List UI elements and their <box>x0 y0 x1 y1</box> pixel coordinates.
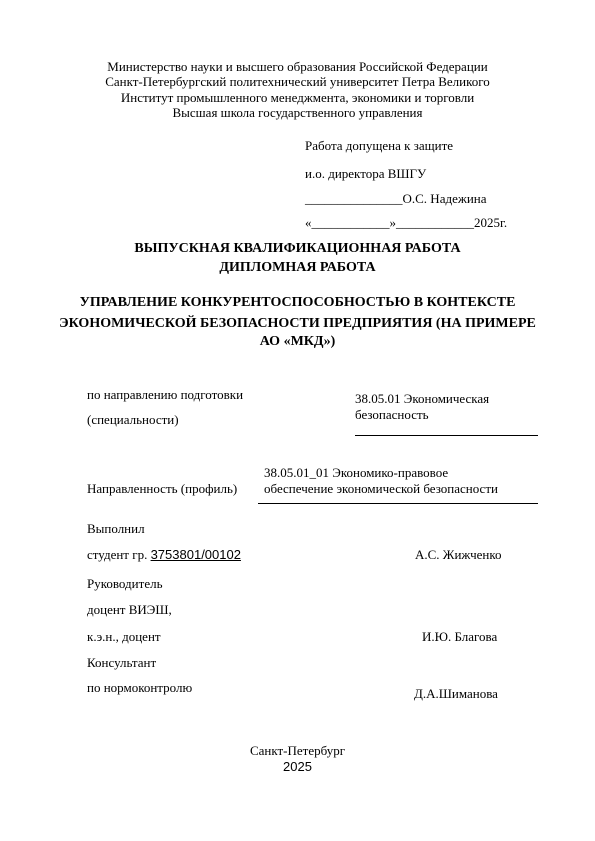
author-group-prefix: студент гр. <box>87 547 148 562</box>
author-label-1: Выполнил <box>87 521 145 536</box>
direction-underline <box>355 435 538 436</box>
footer-year: 2025 <box>283 759 312 774</box>
consultant-label-2: по нормоконтролю <box>87 680 193 695</box>
profile-value-2: обеспечение экономической безопасности <box>264 481 498 496</box>
approval-position: и.о. директора ВШГУ <box>305 166 427 181</box>
supervisor-name: И.Ю. Благова <box>422 629 498 644</box>
consultant-label-1: Консультант <box>87 655 157 670</box>
direction-value-1: 38.05.01 Экономическая <box>355 391 490 406</box>
work-type-line1: ВЫПУСКНАЯ КВАЛИФИКАЦИОННАЯ РАБОТА <box>134 241 461 256</box>
thesis-title-line2: ЭКОНОМИЧЕСКОЙ БЕЗОПАСНОСТИ ПРЕДПРИЯТИЯ (НА ПРИМЕРЕ <box>59 316 536 331</box>
approval-date: «____________»____________2025г. <box>305 215 508 230</box>
footer-city: Санкт-Петербург <box>249 743 346 758</box>
direction-label-1: по направлению подготовки <box>87 387 244 402</box>
institute-name: Институт промышленного менеджмента, экономики и торговли <box>120 90 475 105</box>
author-label-2 <box>87 547 241 562</box>
approval-signature: _______________О.С. Надежина <box>305 191 487 206</box>
direction-label-2: (специальности) <box>87 412 179 427</box>
profile-underline <box>258 503 538 504</box>
profile-label: Направленность (профиль) <box>87 481 238 496</box>
school-name: Высшая школа государственного управления <box>172 105 423 120</box>
approval-admitted: Работа допущена к защите <box>305 138 454 153</box>
supervisor-label-1: Руководитель <box>87 576 163 591</box>
ministry-name: Министерство науки и высшего образования Российской Федерации <box>107 59 488 74</box>
supervisor-label-2: доцент ВИЭШ, <box>87 602 172 617</box>
thesis-title-line1: УПРАВЛЕНИЕ КОНКУРЕНТОСПОСОБНОСТЬЮ В КОНТЕКСТЕ <box>79 295 516 310</box>
consultant-name: Д.А.Шиманова <box>414 686 498 701</box>
profile-value-1: 38.05.01_01 Экономико-правовое <box>264 465 449 480</box>
author-group-number: 3753801/00102 <box>150 547 241 562</box>
work-type-line2: ДИПЛОМНАЯ РАБОТА <box>219 260 376 275</box>
supervisor-label-3: к.э.н., доцент <box>87 629 161 644</box>
thesis-title-line3: АО «МКД») <box>259 334 336 349</box>
direction-value-2: безопасность <box>355 407 429 422</box>
author-name: А.С. Жижченко <box>415 547 502 562</box>
university-name: Санкт-Петербургский политехнический университет Петра Великого <box>105 74 490 89</box>
